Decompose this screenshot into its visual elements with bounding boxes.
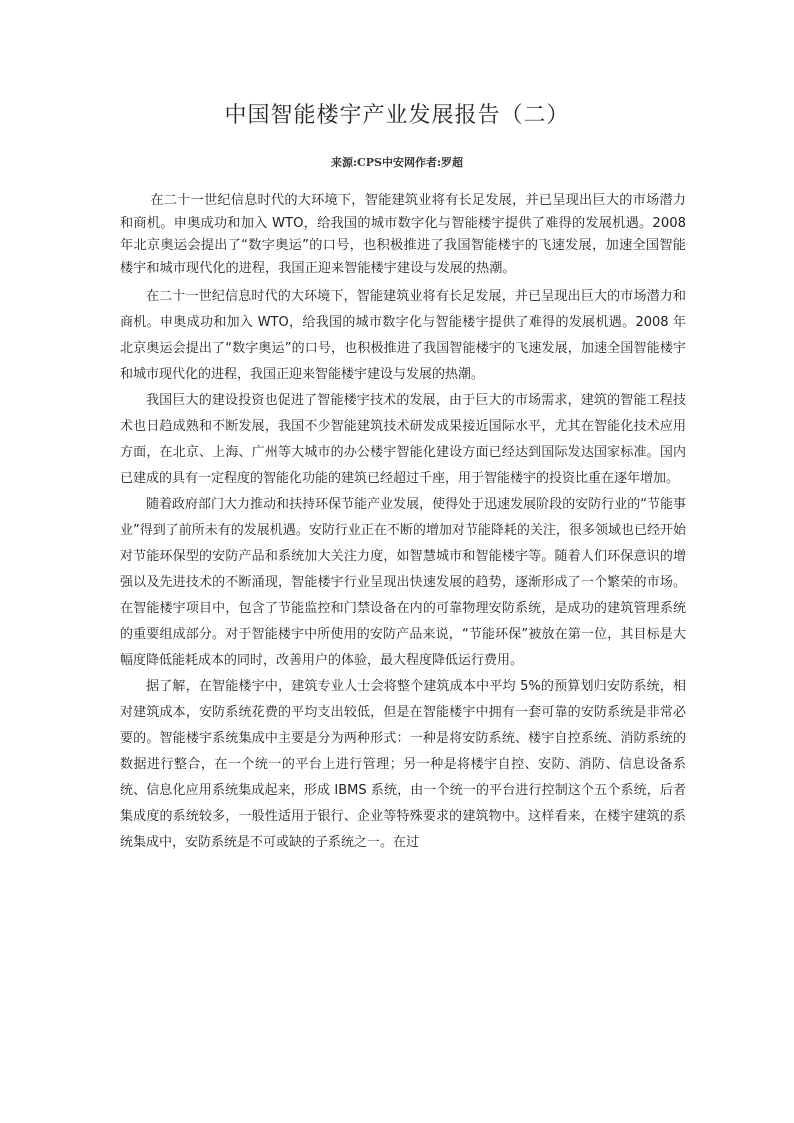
paragraph-2: 在二十一世纪信息时代的大环境下，智能建筑业将有长足发展，并已呈现出巨大的市场潜力和商机。申奥成功和加入 WTO，给我国的城市数字化与智能楼宇提供了难得的发展机遇。2008 年北京奥运会提出了“数字奥运”的口号，也积极推进了我国智能楼宇的飞速发展，加速全国智能楼宇和城市现代化的进程，我国正迎来智能楼宇建设与发展的热潮。	[120, 289, 686, 382]
paragraph-5: 据了解，在智能楼宇中，建筑专业人士会将整个建筑成本中平均 5%的预算划归安防系统，相对建筑成本，安防系统花费的平均支出较低，但是在智能楼宇中拥有一套可靠的安防系统是非常必要的。智能楼宇系统集成中主要是分为两种形式：一种是将安防系统、楼宇自控系统、消防系统的数据进行整合，在一个统一的平台上进行管理；另一种是将楼宇自控、安防、消防、信息设备系统、信息化应用系统集成起来，形成 IBMS 系统，由一个统一的平台进行控制这个五个系统，后者集成度的系统较多，一般性适用于银行、企业等特殊要求的建筑物中。这样看来，在楼宇建筑的系统集成中，安防系统是不可或缺的子系统之一。在过	[120, 679, 686, 850]
paragraph-4: 随着政府部门大力推动和扶持环保节能产业发展，使得处于迅速发展阶段的安防行业的“节能事业”得到了前所未有的发展机遇。安防行业正在不断的增加对节能降耗的关注，很多领域也已经开始对节能环保型的安防产品和系统加大关注力度，如智慧城市和智能楼宇等。随着人们环保意识的增强以及先进技术的不断涌现，智能楼宇行业呈现出快速发展的趋势，逐渐形成了一个繁荣的市场。在智能楼宇项目中，包含了节能监控和门禁设备在内的可靠物理安防系统，是成功的建筑管理系统的重要组成部分。对于智能楼宇中所使用的安防产品来说，“节能环保”被放在第一位，其目标是大幅度降低能耗成本的同时，改善用户的体验，最大程度降低运行费用。	[120, 497, 686, 668]
document-title: 中国智能楼宇产业发展报告（二）	[224, 103, 570, 128]
document-body	[120, 190, 686, 856]
paragraph-1: 在二十一世纪信息时代的大环境下，智能建筑业将有长足发展，并已呈现出巨大的市场潜力和商机。申奥成功和加入 WTO，给我国的城市数字化与智能楼宇提供了难得的发展机遇。2008 年北京奥运会提出了“数字奥运”的口号，也积极推进了我国智能楼宇的飞速发展，加速全国智能楼宇和城市现代化的进程，我国正迎来智能楼宇建设与发展的热潮。	[120, 193, 686, 276]
document-byline: 来源:CPS中安网作者:罗超	[330, 156, 464, 169]
paragraph-3: 我国巨大的建设投资也促进了智能楼宇技术的发展，由于巨大的市场需求，建筑的智能工程技术也日趋成熟和不断发展，我国不少智能建筑技术研发成果接近国际水平，尤其在智能化技术应用方面，在北京、上海、广州等大城市的办公楼宇智能化建设方面已经达到国际发达国家标准。国内已建成的具有一定程度的智能化功能的建筑已经超过千座，用于智能楼宇的投资比重在逐年增加。	[120, 393, 686, 486]
